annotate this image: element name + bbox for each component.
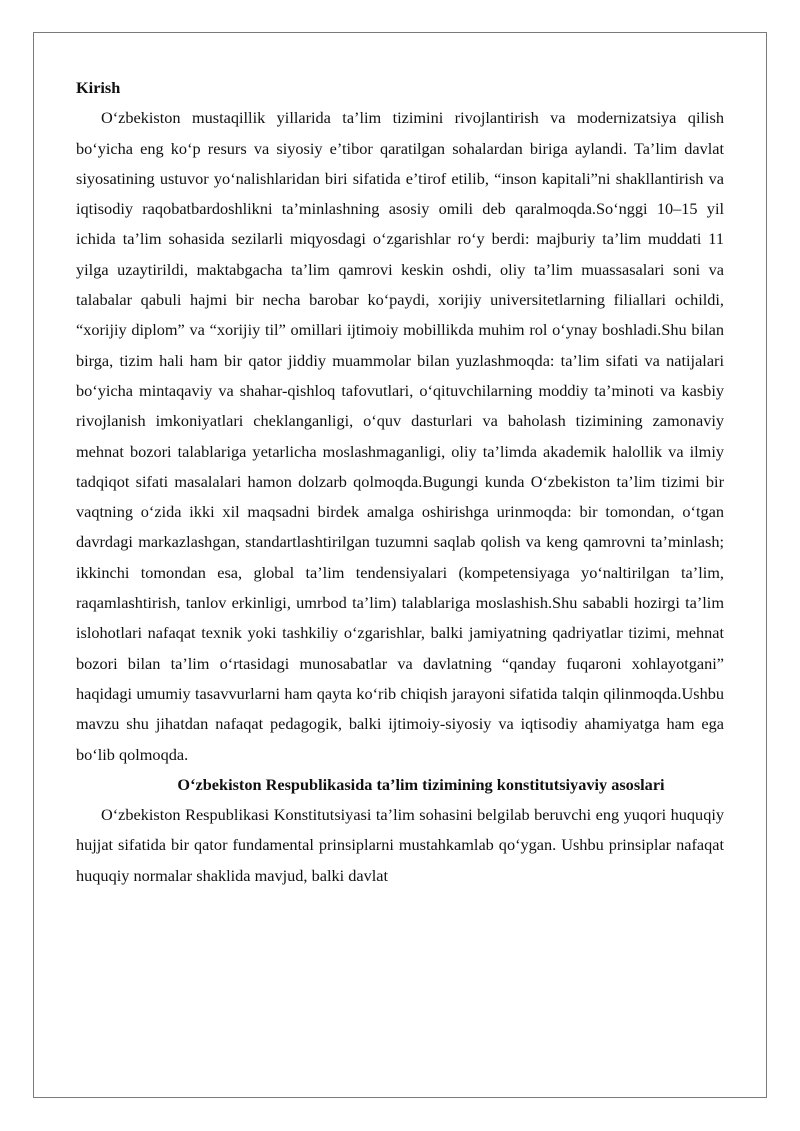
- intro-paragraph: O‘zbekiston mustaqillik yillarida ta’lim tizimini rivojlantirish va modernizatsiya qilish bo‘yicha eng ko‘p resurs va siyosiy e’tibor qaratilgan sohalardan biriga aylandi. Ta’lim davlat siyosatining ustuvor yo‘nalishlaridan biri sifatida e’tirof etilib, “inson kapitali”ni shakllantirish va iqtisodiy raqobatbardoshlikni ta’minlashning asosiy omili deb qaralmoqda.So‘nggi 10–15 yil ichida ta’lim sohasida sezilarli miqyosdagi o‘zgarishlar ro‘y berdi: majburiy ta’lim muddati 11 yilga uzaytirildi, maktabgacha ta’lim qamrovi keskin oshdi, oliy ta’lim muassasalari soni va talabalar qabuli hajmi bir necha barobar ko‘paydi, xorijiy universitetlarning filiallari ochildi, “xorijiy diplom” va “xorijiy til” omillari ijtimoiy mobillikda muhim rol o‘ynay boshladi.Shu bilan birga, tizim hali ham bir qator jiddiy muammolar bilan yuzlashmoqda: ta’lim sifati va natijalari bo‘yicha mintaqaviy va shahar-qishloq tafovutlari, o‘qituvchilarning moddiy ta’minoti va kasbiy rivojlanish imkoniyatlari cheklanganligi, o‘quv dasturlari va baholash tizimining zamonaviy mehnat bozori talablariga yetarlicha moslashmaganligi, oliy ta’limda akademik halollik va ilmiy tadqiqot sifati masalalari hamon dolzarb qolmoqda.Bugungi kunda O‘zbekiston ta’lim tizimi bir vaqtning o‘zida ikki xil maqsadni birdek amalga oshirishga urinmoqda: bir tomondan, o‘tgan davrdagi markazlashgan, standartlashtirilgan tuzumni saqlab qolish va keng qamrovni ta’minlash; ikkinchi tomondan esa, global ta’lim tendensiyalari (kompetensiyaga yo‘naltirilgan ta’lim, raqamlashtirish, tanlov erkinligi, umrbod ta’lim) talablariga moslashish.Shu sababli hozirgi ta’lim islohotlari nafaqat texnik yoki tashkiliy o‘zgarishlar, balki jamiyatning qadriyatlar tizimi, mehnat bozori bilan ta’lim o‘rtasidagi munosabatlar va davlatning “qanday fuqaroni xohlayotgani” haqidagi umumiy tasavvurlarni ham qayta ko‘rib chiqish jarayoni sifatida talqin qilinmoqda.Ushbu mavzu shu jihatdan nafaqat pedagogik, balki ijtimoiy-siyosiy va iqtisodiy ahamiyatga ham ega bo‘lib qolmoqda.: [76, 108, 724, 764]
- document-body: [76, 73, 724, 891]
- section-heading: O‘zbekiston Respublikasida ta’lim tizimining konstitutsiyaviy asoslari: [177, 774, 665, 794]
- intro-heading: Kirish: [76, 78, 121, 97]
- section-paragraph: O‘zbekiston Respublikasi Konstitutsiyasi ta’lim sohasini belgilab beruvchi eng yuqori huquqiy hujjat sifatida bir qator fundamental prinsiplarni mustahkamlab qo‘ygan. Ushbu prinsiplar nafaqat huquqiy normalar shaklida mavjud, balki davlat: [76, 805, 724, 885]
